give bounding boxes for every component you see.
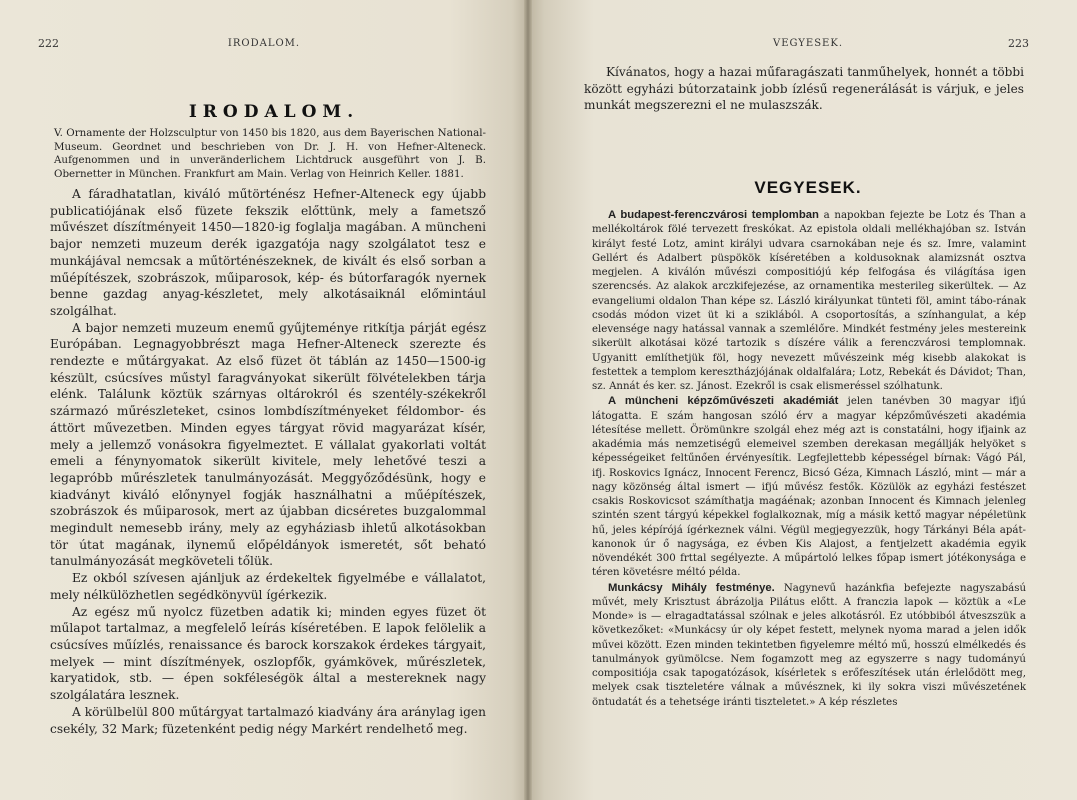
item-heading: A müncheni képzőművészeti akadémiát bbox=[608, 395, 839, 408]
running-head-right: VEGYESEK. bbox=[772, 38, 844, 49]
bibliographic-reference bbox=[54, 127, 486, 181]
news-item bbox=[592, 581, 1026, 710]
left-body bbox=[50, 186, 486, 737]
news-item bbox=[592, 208, 1026, 394]
left-page bbox=[0, 0, 528, 800]
paragraph: Ez okból szívesen ajánljuk az érdekeltek figyelmébe e vállalatot, mely nélkülözhetlen segédkönyvül ígérkezik. bbox=[50, 571, 486, 602]
running-head-left: IRODALOM. bbox=[227, 38, 301, 49]
paragraph: Az egész mű nyolcz füzetben adatik ki; minden egyes füzet öt műlapot tartalmaz, a megfelelő leírás kíséretében. E lapok felölelik a csúcsíves műízlés, renaissance és barock korszakok érdekes tárgyait, melyek — mint díszítmények, oszlopfők, gyámkövek, műrészletek, karyatidok, stb. — épen sokféleségök által a mestereknek nagy szolgálatára lesznek. bbox=[50, 604, 486, 703]
item-heading: A budapest-ferenczvárosi templomban bbox=[608, 209, 819, 221]
right-page bbox=[528, 0, 1077, 800]
item-text: jelen tanévben 30 magyar ifjú látogatta. E szám hangosan szóló érv a magyar képzőművészeti akadémia létesítése mellett. Örömünkre szolgál ehez még azt is constatálni, hogy ifjaink az akadémia más nemzetiségű elemeivel szemben derekasan megállják helyöket s képességeiket feltűnően érvényesítik. Legfejlettebb képességel bírnak: Vágó Pál, ifj. Roskovics Ignácz, Innocent Ferencz, Bicsó Géza, Kimnach László, mint — már a nagy közönség által ismert — ifjú művész festők. Közülök az egyházi festészet csakis Roskovicsot számíthatja magáénak; azonban Innocent és Kimnach jelenleg szintén szent tárgyú képekkel foglalkoznak, míg a másik kettő magyar népéletünk hű, jeles képírójá ígérkeznek válni. Végül megjegyezzük, hogy Tárkányi Béla apát-kanonok úr ő nagysága, ez évben Kis Alajost, a fentjelzett akadémia egyik növendékét 300 frttal segélyezte. A műpártoló lelkes főpap ismert jótékonysága e téren követésre méltó példa. bbox=[592, 396, 1026, 579]
page-title: IRODALOM. bbox=[188, 102, 360, 122]
carryover-paragraph: Kívánatos, hogy a hazai műfaragászati tanműhelyek, honnét a többi között egyházi bútorzataink jobb ízlésű regenerálását is várjuk, e jeles munkát megszerezni el ne mulaszszák. bbox=[584, 65, 1024, 112]
carryover-text bbox=[584, 64, 1024, 114]
reference-text: V. Ornamente der Holzsculptur von 1450 bis 1820, aus dem Bayerischen National-Museum. Geordnet und beschrieben von Dr. J. H. von Hefner-Alteneck. Aufgenommen und in unveränderlichem Lichtdruck ausgeführt von J. B. Obernetter in München. Frankfurt am Main. Verlag von Heinrich Keller. 1881. bbox=[54, 127, 486, 180]
item-text: Nagynevű hazánkfia befejezte nagyszabású művét, mely Krisztust ábrázolja Pilátus előtt. A franczia lapok — köztük a «Le Monde» is — elragadtatással szólnak e jeles alkotásról. Ez utóbbiból átveszszük a következőket: «Munkácsy úr oly képet festett, melynek nyoma marad a jelen idők művei között. Ezen minden tekintetben figyelemre méltó mű, hosszú elmélkedés és tanulmányok gyümölcse. Nem fogamzott meg az egyszerre s nagy tudományú compositiója csak tapogatózások, kísérletek s erőfeszítések után érlelődött meg, melyek csak tiszteletére válnak a művésznek, ki ily sokra viszi művészetének öntudatát és a tehetsége iránti tiszteletet.» A kép részletes bbox=[592, 582, 1026, 708]
paragraph: A bajor nemzeti muzeum enemű gyűjteménye ritkítja párját egész Európában. Legnagyobbrészt maga Hefner-Alteneck szerezte és rendezte e műtárgyakat. Az első füzet öt táblán az 1450—1500-ig készült, csúcsíves műstyl faragványokat sikerült fölvételekben tárja elénk. Találunk köztük szárnyas oltárokról és szentély-székekről származó műrészleteket, csinos lombdíszítményeket féldombor- és áttört művezetben. Minden egyes tárgyat rövid magyarázat kísér, mely a jellemző vonásokra figyelmeztet. E vállalat gyakorlati voltát emeli a fénynyomatok sikerült kivitele, mely lehetővé teszi a legapróbb műrészletek tanulmányozását. Meggyőződésünk, hogy e kiadványt kiváló előnynyel fogják használhatni a műépítészek, szobrászok és műiparosok, mert az újabban dicséretes buzgalommal megindult nemesebb irány, mely az egyháziasb ihletű alkotásokban tör útat magának, ilynemű előpéldányok ismeretét, sőt beható tanulmányozását megköveteli tőlük. bbox=[50, 320, 486, 569]
item-text: a napokban fejezte be Lotz és Than a mellékoltárok fölé tervezett freskókat. Az epistola oldali mellékhajóban sz. István királyt festé Lotz, amint királyi udvara csarnokában neje és sz. Imre, valamint Gellért és Adalbert püspökök kíséretében a koldusoknak alamizsnát osztva megjelen. A kiválón művészi compositiójú kép felfogása és világítása igen szerencsés. Az alakok arczkifejezése, az ornamentika mesterileg sikerültek. — Az evangeliumi oldalon Than képe sz. László királyunkat tünteti föl, amint tábo-rának csodás módon vizet üt ki a sziklából. A csoportosítás, a színhangulat, a kép elevensége nagy hatással vannak a szemlélőre. Mindkét festmény jeles mestereink sikerült alkotásai közé tartozik s díszére válik a ferenczvárosi templomnak. Ugyanitt említhetjük föl, hogy nevezett művészeink még kisebb alakokat is festettek a templom keresztházjójának oldalfalára; Lotz, Rebekát és Dávidot; Than, sz. Annát és ker. sz. Jánost. Ezekről is csak elismeréssel szólhatunk. bbox=[592, 210, 1026, 392]
right-body bbox=[592, 208, 1026, 710]
paragraph: A fáradhatatlan, kiváló műtörténész Hefner-Alteneck egy újabb publicatiójának első füzete fekszik előttünk, mely a fametsző művészet díszítményeit 1450—1820-ig foglalja magában. A müncheni bajor nemzeti muzeum derék igazgatója nagy szolgálatot tesz e munkájával nemcsak a műtörténészeknek, de kivált és első sorban a műépítészek, szobrászok, műiparosok, kép- és bútorfaragók nyernek benne gazdag anyag-készletet, mely alkotásaiknál előmintául szolgálhat. bbox=[50, 187, 486, 318]
book-gutter bbox=[524, 0, 532, 800]
page-number-left: 222 bbox=[38, 37, 59, 50]
news-item bbox=[592, 394, 1026, 580]
paragraph: A körülbelül 800 műtárgyat tartalmazó kiadvány ára aránylag igen csekély, 32 Mark; füzetenként pedig négy Markért rendelhető meg. bbox=[50, 704, 486, 736]
section-title: VEGYESEK. bbox=[754, 178, 862, 197]
item-heading: Munkácsy Mihály festménye. bbox=[608, 581, 775, 594]
page-number-right: 223 bbox=[1008, 37, 1029, 50]
